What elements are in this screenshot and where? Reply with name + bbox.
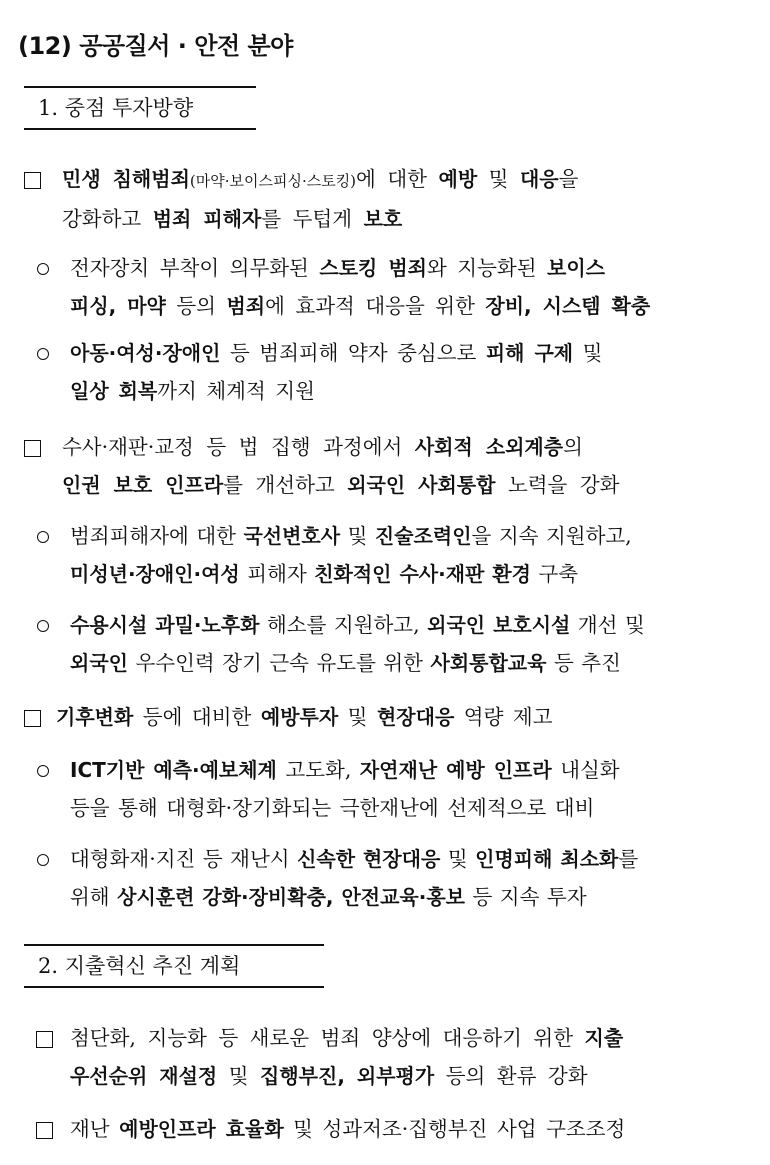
item-line <box>62 428 748 466</box>
emphasis-text: 범죄 피해자 <box>152 207 262 231</box>
square-bullet-icon <box>36 1122 53 1139</box>
text-segment: 를 두텁게 <box>261 207 364 231</box>
circle-bullet-icon <box>37 765 49 777</box>
section-heading-investment: 1. 중점 투자방향 <box>24 86 256 130</box>
text-segment: 등 지속 투자 <box>464 885 587 909</box>
text-segment: 및 <box>217 1064 261 1088</box>
text-segment: 및 <box>338 705 377 729</box>
list-item <box>70 334 748 410</box>
item-line <box>70 1019 748 1057</box>
emphasis-text: 상시훈련 강화·장비확충, 안전교육·홍보 <box>117 885 465 909</box>
emphasis-text: 외국인 보호시설 <box>427 613 571 637</box>
text-segment: 을 <box>558 167 579 191</box>
list-item <box>70 517 748 593</box>
circle-bullet-icon <box>37 263 49 275</box>
text-segment: 등에 대비한 <box>133 705 261 729</box>
text-segment: 강화하고 <box>62 207 153 231</box>
emphasis-text: 현장대응 <box>376 705 455 729</box>
emphasis-text: 침해범죄 <box>112 167 190 191</box>
emphasis-text: 인권 보호 인프라 <box>62 473 224 497</box>
text-segment: 등 범죄피해 약자 중심으로 <box>220 341 486 365</box>
text-segment: 및 성과저조·집행부진 사업 구조조정 <box>283 1117 626 1141</box>
item-line <box>70 334 748 372</box>
item-line <box>70 555 748 593</box>
emphasis-text: 지출 <box>584 1026 624 1050</box>
list-item <box>56 698 748 736</box>
list-item <box>62 428 748 504</box>
emphasis-text: 예방인프라 효율화 <box>119 1117 284 1141</box>
list-item <box>70 1110 748 1148</box>
text-segment: 및 <box>440 847 476 871</box>
item-line <box>70 517 748 555</box>
text-segment: 해소를 지원하고, <box>259 613 428 637</box>
text-segment: 고도화, <box>276 758 360 782</box>
section-heading-spending: 2. 지출혁신 추진 계획 <box>24 944 324 988</box>
square-bullet-icon <box>24 172 41 189</box>
emphasis-text: 진술조력인 <box>374 524 472 548</box>
list-item <box>70 606 748 682</box>
item-line <box>62 466 748 504</box>
square-bullet-icon <box>36 1031 53 1048</box>
emphasis-text: 피싱, 마약 <box>70 294 166 318</box>
text-segment: 등의 <box>165 294 227 318</box>
emphasis-text: 아동·여성·장애인 <box>70 341 221 365</box>
emphasis-text: 자연재난 예방 인프라 <box>359 758 552 782</box>
text-segment: 첨단화, 지능화 등 새로운 범죄 양상에 대응하기 위한 <box>70 1026 585 1050</box>
emphasis-text: 인명피해 최소화 <box>475 847 619 871</box>
item-line <box>70 372 748 410</box>
text-segment: 구축 <box>530 562 579 586</box>
text-segment: 및 <box>573 341 603 365</box>
emphasis-text: 보이스 <box>547 256 605 280</box>
text-segment: 와 지능화된 <box>426 256 548 280</box>
emphasis-text: 수용시설 과밀·노후화 <box>70 613 260 637</box>
list-item <box>62 160 748 238</box>
circle-bullet-icon <box>37 854 49 866</box>
text-segment: 의 <box>563 435 583 459</box>
emphasis-text: 신속한 현장대응 <box>297 847 441 871</box>
item-line <box>70 249 748 287</box>
emphasis-text: 범죄 <box>226 294 266 318</box>
text-segment: 등 추진 <box>546 651 621 675</box>
item-line <box>70 751 748 789</box>
emphasis-text: 예방투자 <box>260 705 339 729</box>
emphasis-text: 피해 구제 <box>485 341 574 365</box>
emphasis-text: 스토킹 범죄 <box>319 256 427 280</box>
text-segment: 대형화재·지진 등 재난시 <box>70 847 298 871</box>
text-segment: 까지 체계적 지원 <box>157 379 315 403</box>
emphasis-text: 미성년·장애인·여성 <box>70 562 240 586</box>
list-item <box>70 1019 748 1095</box>
emphasis-text: 일상 회복 <box>70 379 158 403</box>
text-segment: 등의 환류 강화 <box>434 1064 588 1088</box>
item-line <box>70 606 748 644</box>
item-line <box>70 1110 748 1148</box>
text-segment: 를 <box>618 847 639 871</box>
emphasis-text: 우선순위 재설정 <box>70 1064 218 1088</box>
text-segment: 및 <box>477 167 520 191</box>
text-segment: 내실화 <box>551 758 620 782</box>
circle-bullet-icon <box>37 348 49 360</box>
item-line <box>62 200 748 238</box>
emphasis-text: 사회통합교육 <box>430 651 547 675</box>
emphasis-text: 예방 <box>438 167 478 191</box>
emphasis-text: 외국인 <box>70 651 128 675</box>
emphasis-text: ICT기반 예측·예보체계 <box>70 758 277 782</box>
emphasis-text: 대응 <box>519 167 559 191</box>
text-segment: 을 지속 지원하고, <box>471 524 632 548</box>
emphasis-text: 기후변화 <box>56 705 134 729</box>
text-segment: 전자장치 부착이 의무화된 <box>70 256 320 280</box>
text-segment: (마약·보이스피싱·스토킹) <box>189 172 357 190</box>
text-segment: 에 효과적 대응을 위한 <box>265 294 486 318</box>
page-title: (12) 공공질서 · 안전 분야 <box>18 32 293 60</box>
text-segment: 노력을 강화 <box>495 473 620 497</box>
item-line <box>70 878 748 916</box>
item-line <box>70 644 748 682</box>
emphasis-text: 사회적 소외계층 <box>414 435 564 459</box>
text-segment: 재난 <box>70 1117 120 1141</box>
item-line <box>62 160 748 200</box>
emphasis-text: 장비, 시스템 확충 <box>485 294 651 318</box>
square-bullet-icon <box>24 440 41 457</box>
item-line <box>70 287 748 325</box>
text-segment: 수사·재판·교정 등 법 집행 과정에서 <box>62 435 415 459</box>
emphasis-text: 외국인 사회통합 <box>347 473 496 497</box>
square-bullet-icon <box>24 710 41 727</box>
emphasis-text: 민생 <box>62 167 113 191</box>
circle-bullet-icon <box>37 531 49 543</box>
text-segment: 에 대한 <box>356 167 439 191</box>
text-segment: 위해 <box>70 885 118 909</box>
text-segment: 개선 및 <box>570 613 645 637</box>
text-segment: 범죄피해자에 대한 <box>70 524 244 548</box>
text-segment: 역량 제고 <box>454 705 553 729</box>
text-segment: 피해자 <box>239 562 315 586</box>
emphasis-text: 국선변호사 <box>243 524 341 548</box>
item-line <box>70 1057 748 1095</box>
circle-bullet-icon <box>37 620 49 632</box>
item-line <box>70 789 748 827</box>
list-item <box>70 751 748 827</box>
emphasis-text: 집행부진, 외부평가 <box>260 1064 435 1088</box>
text-segment: 등을 통해 대형화·장기화되는 극한재난에 선제적으로 대비 <box>70 796 595 820</box>
text-segment: 우수인력 장기 근속 유도를 위한 <box>127 651 431 675</box>
list-item <box>70 840 748 916</box>
text-segment: 및 <box>340 524 375 548</box>
list-item <box>70 249 748 325</box>
text-segment: 를 개선하고 <box>223 473 348 497</box>
emphasis-text: 친화적인 수사·재판 환경 <box>314 562 531 586</box>
item-line <box>56 698 748 736</box>
item-line <box>70 840 748 878</box>
emphasis-text: 보호 <box>363 207 403 231</box>
